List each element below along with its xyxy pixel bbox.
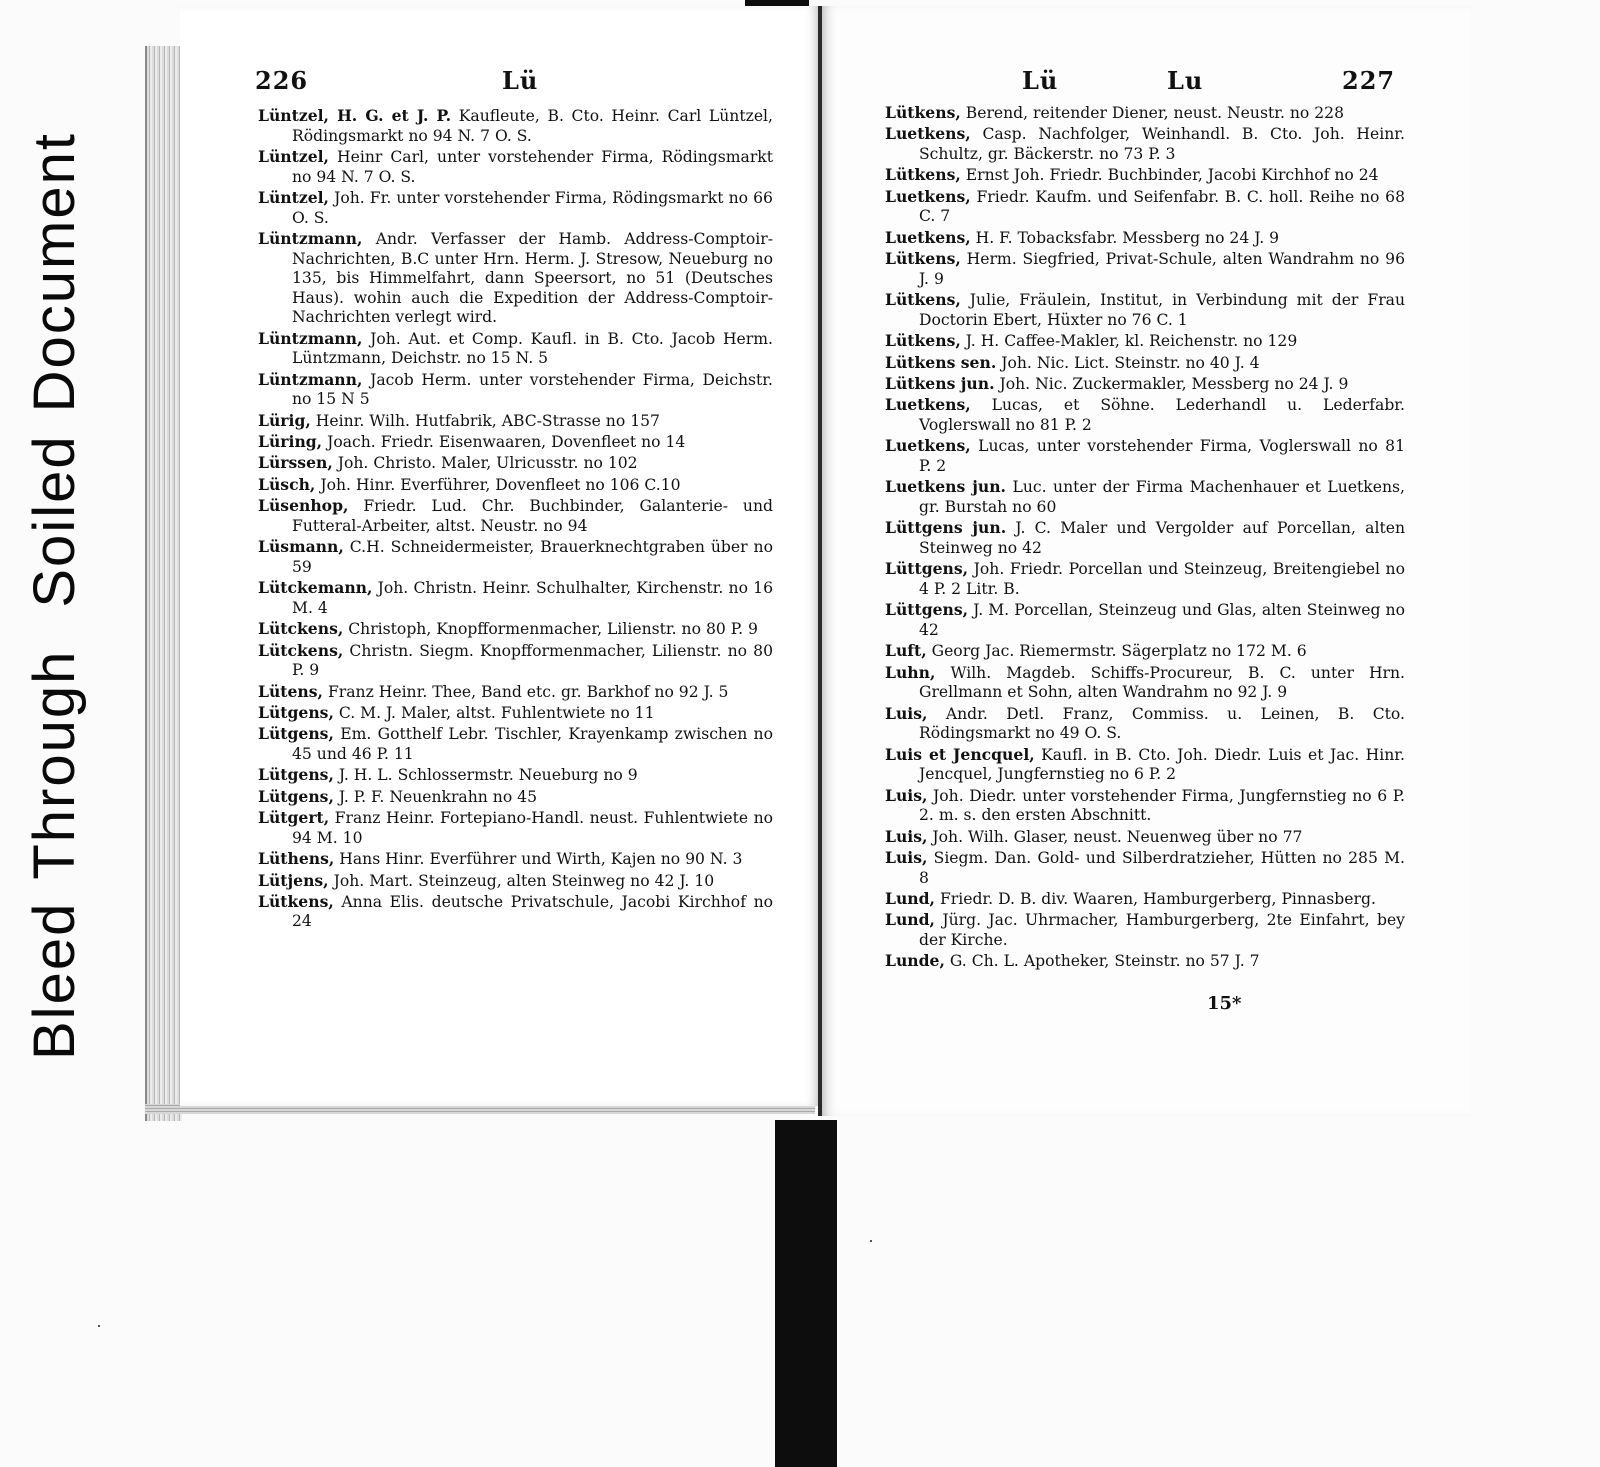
entry-name: Lüntzmann, <box>258 369 363 389</box>
entry-details: Friedr. Lud. Chr. Buchbinder, Galanterie- und Futteral-Arbeiter, altst. Neustr. no 94 <box>292 497 773 535</box>
entry-details: Franz Heinr. Fortepiano-Handl. neust. Fuhlentwiete no 94 M. 10 <box>292 809 774 847</box>
entry-details: Joh. Christo. Maler, Ulricusstr. no 102 <box>337 454 638 473</box>
directory-entry <box>258 453 773 474</box>
entry-name: Lund, <box>885 910 935 930</box>
directory-entry <box>885 165 1405 186</box>
entry-name: Lütckens, <box>258 640 344 660</box>
entry-details: J. M. Porcellan, Steinzeug und Glas, alten Steinweg no 42 <box>919 601 1405 639</box>
entry-details: Friedr. D. B. div. Waaren, Hamburgerberg, Pinnasberg. <box>939 889 1376 908</box>
entry-name: Lütkens, <box>885 290 961 310</box>
entry-details: Jacob Herm. unter vorstehender Firma, Deichstr. no 15 N 5 <box>292 370 773 409</box>
entry-name: Luetkens, <box>885 186 971 206</box>
entry-details: C.H. Schneidermeister, Brauerknechtgraben über no 59 <box>292 538 773 576</box>
entry-details: Joh. Christn. Heinr. Schulhalter, Kirchenstr. no 16 M. 4 <box>292 579 773 617</box>
entry-name: Lund, <box>885 888 935 908</box>
entry-name: Luis, <box>885 703 928 723</box>
entry-name: Lütckens, <box>258 619 344 639</box>
entry-name: Lüntzel, H. G. et J. P. <box>258 106 452 125</box>
directory-entry <box>885 395 1405 435</box>
entry-name: Luis et Jencquel, <box>885 744 1035 764</box>
entry-details: Georg Jac. Riemermstr. Sägerplatz no 172 M. 6 <box>931 642 1307 661</box>
entry-name: Lüntzel, <box>258 187 329 207</box>
entry-name: Lüttgens, <box>885 559 969 579</box>
page-number: 227 <box>1342 66 1396 95</box>
directory-entries <box>885 103 1405 973</box>
entry-name: Lüsmann, <box>258 537 344 557</box>
directory-entry <box>885 228 1405 249</box>
directory-entry <box>258 849 773 870</box>
directory-entry <box>258 475 773 496</box>
directory-entry <box>258 703 773 724</box>
entry-name: Lütgens, <box>258 702 334 722</box>
entry-name: Luis, <box>885 785 928 805</box>
directory-entry <box>885 436 1405 476</box>
directory-entry <box>258 619 773 640</box>
directory-entry <box>885 951 1405 972</box>
directory-entry <box>885 187 1405 227</box>
entry-details: Wilh. Magdeb. Schiffs-Procureur, B. C. unter Hrn. Grellmann et Sohn, alten Wandrahm no 92 J. 9 <box>919 663 1405 702</box>
entry-name: Lütkens, <box>885 103 961 122</box>
side-label-word: Through <box>22 649 87 880</box>
directory-entry <box>258 892 773 932</box>
directory-entry <box>258 871 773 892</box>
entry-details: J. H. Caffee-Makler, kl. Reichenstr. no 129 <box>965 332 1298 351</box>
entry-name: Lüttgens, <box>885 600 969 620</box>
entry-name: Lütjens, <box>258 870 329 890</box>
entry-name: Lütkens, <box>258 891 334 911</box>
entry-name: Lütkens, <box>885 249 961 269</box>
directory-entry <box>258 432 773 453</box>
entry-details: Ernst Joh. Friedr. Buchbinder, Jacobi Kirchhof no 24 <box>965 166 1379 185</box>
entry-name: Luis, <box>885 826 928 846</box>
entry-details: Joh. Nic. Lict. Steinstr. no 40 J. 4 <box>1001 353 1260 372</box>
side-label-svg <box>12 40 104 1060</box>
entry-name: Luis, <box>885 847 928 867</box>
entry-details: Em. Gotthelf Lebr. Tischler, Krayenkamp zwischen no 45 und 46 P. 11 <box>292 725 773 763</box>
entry-details: Hans Hinr. Everführer und Wirth, Kajen no 90 N. 3 <box>339 850 743 869</box>
entry-name: Lürssen, <box>258 453 333 473</box>
right-page <box>822 6 1470 1116</box>
speck <box>98 1325 100 1327</box>
entry-details: Kaufl. in B. Cto. Joh. Diedr. Luis et Jac. Hinr. Jencquel, Jungfernstieg no 6 P. 2 <box>919 745 1405 784</box>
entry-name: Lunde, <box>885 951 945 971</box>
directory-entry <box>885 889 1405 910</box>
directory-entry <box>885 559 1405 599</box>
signature-mark: 15* <box>1207 993 1242 1014</box>
page-number: 226 <box>255 66 309 95</box>
entry-details: Joh. Mart. Steinzeug, alten Steinweg no 42 J. 10 <box>333 871 715 890</box>
entry-details: Joh. Hinr. Everführer, Dovenfleet no 106 C.10 <box>320 475 681 494</box>
entry-name: Lüsch, <box>258 474 316 494</box>
running-head: Lü <box>502 66 539 95</box>
entry-details: Andr. Detl. Franz, Commiss. u. Leinen, B. Cto. Rödingsmarkt no 49 O. S. <box>919 704 1405 743</box>
directory-entry <box>885 331 1405 352</box>
entry-details: Lucas, unter vorstehender Firma, Voglerswall no 81 P. 2 <box>919 437 1405 475</box>
entry-name: Lüntzel, <box>258 146 329 166</box>
left-page <box>180 6 820 1106</box>
directory-entry <box>885 600 1405 640</box>
entry-details: Berend, reitender Diener, neust. Neustr. no 228 <box>965 104 1345 122</box>
entry-name: Lütens, <box>258 681 323 701</box>
entry-details: G. Ch. L. Apotheker, Steinstr. no 57 J. 7 <box>949 952 1260 971</box>
side-label <box>12 40 104 1060</box>
entry-name: Lüring, <box>258 432 323 452</box>
entry-details: H. F. Tobacksfabr. Messberg no 24 J. 9 <box>975 228 1280 247</box>
directory-entry <box>885 910 1405 950</box>
entry-details: Joh. Diedr. unter vorstehender Firma, Jungfernstieg no 6 P. 2. m. s. den ersten Abschnitt. <box>919 786 1405 825</box>
side-label-word: Document <box>22 132 87 413</box>
entry-details: C. M. J. Maler, altst. Fuhlentwiete no 11 <box>338 703 655 722</box>
directory-entry <box>885 518 1405 558</box>
entry-name: Luetkens, <box>885 395 971 415</box>
directory-entry <box>258 808 773 848</box>
entry-details: Lucas, et Söhne. Lederhandl u. Lederfabr. Voglerswall no 81 P. 2 <box>919 396 1405 434</box>
entry-details: Julie, Fräulein, Institut, in Verbindung mit der Frau Doctorin Ebert, Hüxter no 76 C. 1 <box>919 291 1405 329</box>
entry-details: Christoph, Knopfformenmacher, Lilienstr. no 80 P. 9 <box>348 620 758 639</box>
entry-details: Franz Heinr. Thee, Band etc. gr. Barkhof no 92 J. 5 <box>327 682 729 701</box>
directory-entry <box>258 537 773 577</box>
directory-entry <box>258 370 773 410</box>
directory-entry <box>885 704 1405 744</box>
directory-entry <box>885 827 1405 848</box>
entry-details: Heinr. Wilh. Hutfabrik, ABC-Strasse no 157 <box>315 411 660 430</box>
directory-entry <box>885 477 1405 517</box>
entry-name: Lütgert, <box>258 808 330 828</box>
entry-name: Luft, <box>885 641 927 661</box>
directory-entry <box>885 848 1405 888</box>
directory-entry <box>885 663 1405 703</box>
directory-entry <box>258 229 773 328</box>
directory-entry <box>258 188 773 228</box>
entry-name: Lüsenhop, <box>258 496 349 516</box>
entry-details: Joh. Aut. et Comp. Kaufl. in B. Cto. Jacob Herm. Lüntzmann, Deichstr. no 15 N. 5 <box>292 329 773 368</box>
open-book <box>145 6 1470 1121</box>
entry-details: Kaufleute, B. Cto. Heinr. Carl Lüntzel, Rödingsmarkt no 94 N. 7 O. S. <box>292 107 773 145</box>
directory-entry <box>885 745 1405 785</box>
directory-entry <box>885 124 1405 164</box>
entry-details: Luc. unter der Firma Machenhauer et Luetkens, gr. Burstah no 60 <box>919 478 1405 516</box>
directory-entry <box>885 374 1405 395</box>
entry-name: Lütgens, <box>258 786 334 806</box>
entry-name: Lütkens sen. <box>885 352 997 372</box>
entry-name: Lütgens, <box>258 765 334 785</box>
directory-entry <box>258 724 773 764</box>
running-head: Lü <box>1022 66 1059 95</box>
entry-name: Luetkens, <box>885 124 971 144</box>
svg-text:BleedThroughSoiledDocument <box>22 132 87 1060</box>
entry-name: Luhn, <box>885 662 936 682</box>
directory-entries <box>258 106 773 933</box>
entry-details: Herm. Siegfried, Privat-Schule, alten Wandrahm no 96 J. 9 <box>919 250 1405 288</box>
entry-details: Andr. Verfasser der Hamb. Address-Comptoir-Nachrichten, B.C unter Hrn. Herm. J. Stresow, Neueburg no 135, bis Himmelfahrt, dann Speersort, no 51 (Deutsches Haus). wohin auch die Expedition der Address-Comptoir-Nachrichten verlegt wird. <box>292 229 773 327</box>
directory-entry <box>258 496 773 536</box>
directory-entry <box>885 641 1405 662</box>
entry-name: Luetkens, <box>885 436 971 456</box>
entry-details: Joh. Fr. unter vorstehender Firma, Rödingsmarkt no 66 O. S. <box>292 188 773 227</box>
entry-details: Joh. Friedr. Porcellan und Steinzeug, Breitengiebel no 4 P. 2 Litr. B. <box>919 560 1405 598</box>
entry-name: Lütckemann, <box>258 578 373 598</box>
entry-name: Luetkens, <box>885 227 971 247</box>
side-label-word: Bleed <box>22 901 87 1060</box>
entry-name: Lüntzmann, <box>258 328 363 348</box>
entry-details: Friedr. Kaufm. und Seifenfabr. B. C. holl. Reihe no 68 C. 7 <box>919 187 1405 226</box>
speck <box>870 1240 872 1242</box>
entry-name: Luetkens jun. <box>885 477 1006 497</box>
entry-details: Casp. Nachfolger, Weinhandl. B. Cto. Joh. Heinr. Schultz, gr. Bäckerstr. no 73 P. 3 <box>919 125 1405 163</box>
entry-details: J. C. Maler und Vergolder auf Porcellan, alten Steinweg no 42 <box>919 519 1405 557</box>
entry-details: Joach. Friedr. Eisenwaaren, Dovenfleet no 14 <box>327 433 686 452</box>
page-edge <box>145 46 182 1121</box>
directory-entry <box>258 641 773 681</box>
entry-details: Joh. Nic. Zuckermakler, Messberg no 24 J. 9 <box>999 374 1349 393</box>
entry-details: J. H. L. Schlossermstr. Neueburg no 9 <box>338 766 638 785</box>
entry-name: Lütkens, <box>885 165 961 185</box>
running-head: Lu <box>1167 66 1204 95</box>
directory-entry <box>258 682 773 703</box>
directory-entry <box>258 147 773 187</box>
directory-entry <box>885 103 1405 124</box>
entry-name: Lüthens, <box>258 849 335 869</box>
entry-details: Siegm. Dan. Gold- und Silberdratzieher, Hütten no 285 M. 8 <box>919 848 1406 887</box>
directory-entry <box>885 786 1405 826</box>
entry-name: Lürig, <box>258 410 311 430</box>
directory-entry <box>885 353 1405 374</box>
directory-entry <box>258 578 773 618</box>
entry-details: Anna Elis. deutsche Privatschule, Jacobi Kirchhof no 24 <box>292 892 774 931</box>
entry-details: Joh. Wilh. Glaser, neust. Neuenweg über no 77 <box>932 827 1303 846</box>
directory-entry <box>258 765 773 786</box>
entry-name: Lüttgens jun. <box>885 518 1007 538</box>
entry-details: Heinr Carl, unter vorstehender Firma, Rödingsmarkt no 94 N. 7 O. S. <box>292 147 773 186</box>
directory-entry <box>258 329 773 369</box>
entry-details: Jürg. Jac. Uhrmacher, Hamburgerberg, 2te Einfahrt, bey der Kirche. <box>919 911 1405 949</box>
entry-name: Lütkens, <box>885 331 961 351</box>
dark-strip-bottom <box>775 1120 837 1467</box>
directory-entry <box>885 290 1405 330</box>
entry-details: J. P. F. Neuenkrahn no 45 <box>338 787 538 806</box>
entry-name: Lütkens jun. <box>885 373 995 393</box>
directory-entry <box>258 411 773 432</box>
directory-entry <box>258 106 773 146</box>
entry-details: Christn. Siegm. Knopfformenmacher, Lilienstr. no 80 P. 9 <box>292 641 773 680</box>
entry-name: Lüntzmann, <box>258 228 363 248</box>
directory-entry <box>258 787 773 808</box>
side-label-word: Soiled <box>22 434 87 608</box>
directory-entry <box>885 249 1405 289</box>
entry-name: Lütgens, <box>258 724 334 744</box>
